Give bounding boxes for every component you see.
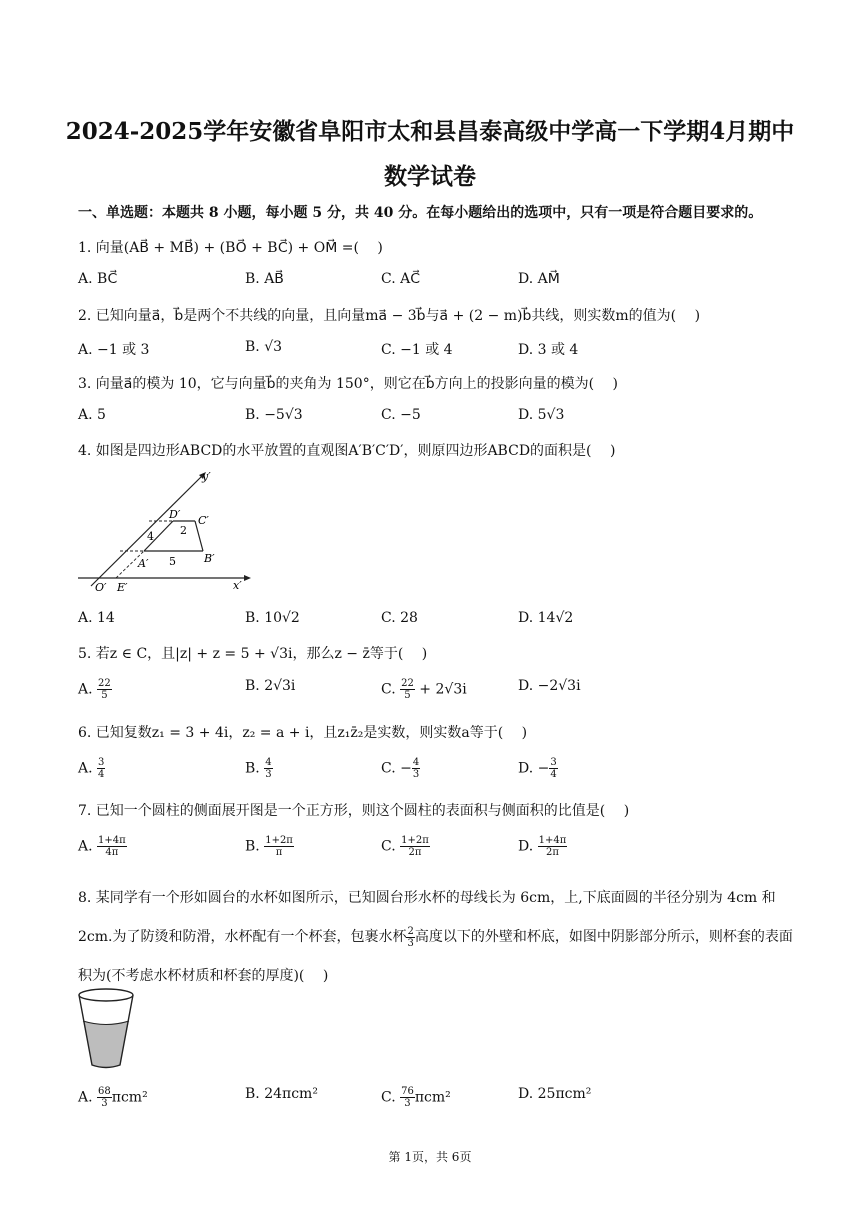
fraction: $\frac{4}{3}$: [265, 757, 272, 780]
fraction: $\frac{1+2\pi}{\pi}$: [265, 835, 293, 858]
question-4-options: [78, 610, 798, 630]
q1-option-b[interactable]: B. AB⃗: [245, 271, 284, 287]
fraction: $\frac{2}{3}$: [407, 925, 414, 949]
q2-option-b[interactable]: B. √3: [245, 339, 283, 355]
question-8-stem: 8. 某同学有一个形如圆台的水杯如图所示，已知圆台形水杯的母线长为 6cm，上,下底面圆的半径分别为 4cm 和 2cm.为了防烫和防滑，水杯配有一个杯套，包裹水杯 $\frac{2}{3}$ 高度以下的外壁和杯底，如图中阴影部分所示，则杯套的表面积为(不考虑水杯材质和杯套的厚度)( ): [78, 890, 793, 984]
q1-option-d[interactable]: D. AM⃗: [518, 271, 560, 287]
question-1-options: [78, 271, 798, 291]
question-7-options: [78, 835, 798, 859]
label-x: x′: [233, 579, 242, 592]
q7-option-b[interactable]: B. $\frac{1+2\pi}{\pi}$: [245, 835, 293, 858]
title-line-1: 2024-2025学年安徽省阜阳市太和县昌泰高级中学高一下学期4月期中: [65, 118, 795, 145]
label-y: y′: [202, 470, 211, 483]
q8-option-a[interactable]: A. $\frac{68}{3}$ πcm²: [78, 1086, 148, 1109]
fraction: $\frac{3}{4}$: [98, 757, 105, 780]
fraction: $\frac{4}{3}$: [412, 757, 420, 780]
q2-option-d[interactable]: D. 3 或 4: [518, 342, 579, 358]
q6-option-d[interactable]: D. − $\frac{3}{4}$: [518, 757, 557, 780]
q8-option-c[interactable]: C. $\frac{76}{3}$ πcm²: [381, 1086, 451, 1109]
length-ab: 5: [169, 555, 176, 568]
question-3-options: [78, 407, 798, 427]
length-dc: 2: [180, 524, 187, 537]
q7-option-a[interactable]: A. $\frac{1+4\pi}{4\pi}$: [78, 835, 126, 858]
q3-option-d[interactable]: D. 5√3: [518, 407, 565, 423]
question-5-options: [78, 678, 798, 702]
q4-option-d[interactable]: D. 14√2: [518, 610, 574, 626]
question-6-stem: 6. 已知复数z₁ = 3 + 4i，z₂ = a + i，且z₁z̄₂是实数，则实数a等于( ): [78, 725, 528, 741]
q5-option-a[interactable]: A. $\frac{22}{5}$: [78, 678, 111, 701]
question-8-options: [78, 1086, 798, 1110]
question-3-stem: 3. 向量a⃗的模为 10，它与向量b⃗的夹角为 150°，则它在b⃗方向上的投影向量的模为( ): [78, 376, 618, 392]
q3-option-a[interactable]: A. 5: [78, 407, 106, 423]
q6-option-b[interactable]: B. $\frac{4}{3}$: [245, 757, 272, 780]
page-footer: 第 1页，共 6页: [388, 1150, 472, 1164]
q5-option-b[interactable]: B. 2√3i: [245, 678, 296, 694]
question-1-stem: 1. 向量(AB⃗ + MB⃗) + (BO⃗ + BC⃗) + OM⃗ =( ): [78, 240, 383, 256]
fraction: $\frac{3}{4}$: [550, 757, 557, 780]
q8-option-b[interactable]: B. 24πcm²: [245, 1086, 318, 1102]
q4-option-a[interactable]: A. 14: [78, 610, 115, 626]
figure-8-cup: [76, 983, 136, 1071]
fraction: $\frac{22}{5}$: [98, 678, 111, 701]
label-c: C′: [198, 514, 209, 527]
q5-option-d[interactable]: D. −2√3i: [518, 678, 581, 694]
q5-option-c[interactable]: C. $\frac{22}{5}$ + 2√3i: [381, 678, 467, 701]
q7-option-c[interactable]: C. $\frac{1+2\pi}{2\pi}$: [381, 835, 429, 858]
q6-option-c[interactable]: C. − $\frac{4}{3}$: [381, 757, 420, 780]
q6-option-a[interactable]: A. $\frac{3}{4}$: [78, 757, 105, 780]
q7-option-d[interactable]: D. $\frac{1+4\pi}{2\pi}$: [518, 835, 567, 858]
label-d: D′: [169, 508, 181, 521]
q3-option-c[interactable]: C. −5: [381, 407, 421, 423]
question-5-stem: 5. 若z ∈ C，且|z| + z = 5 + √3i，那么z − z̄等于( ): [78, 646, 428, 662]
fraction: $\frac{22}{5}$: [401, 678, 414, 701]
question-6-options: [78, 757, 798, 781]
question-7-stem: 7. 已知一个圆柱的侧面展开图是一个正方形，则这个圆柱的表面积与侧面积的比值是( ): [78, 803, 630, 819]
q4-option-c[interactable]: C. 28: [381, 610, 418, 626]
fraction: $\frac{76}{3}$: [401, 1086, 414, 1109]
q8-option-d[interactable]: D. 25πcm²: [518, 1086, 592, 1102]
title-line-2: 数学试卷: [384, 163, 476, 190]
label-a: A′: [138, 557, 149, 570]
q4-option-b[interactable]: B. 10√2: [245, 610, 300, 626]
question-2-options: [78, 339, 798, 359]
q2-option-c[interactable]: C. −1 或 4: [381, 342, 453, 358]
question-4-stem: 4. 如图是四边形ABCD的水平放置的直观图A′B′C′D′，则原四边形ABCD的面积是( ): [78, 443, 616, 459]
label-b: B′: [204, 552, 215, 565]
figure-4-oblique-drawing: [76, 466, 256, 596]
q1-option-a[interactable]: A. BC⃗: [78, 271, 118, 287]
q3-option-b[interactable]: B. −5√3: [245, 407, 303, 423]
length-ad: 4: [147, 530, 154, 543]
section-heading: 一、单选题：本题共 8 小题，每小题 5 分，共 40 分。在每小题给出的选项中，只有一项是符合题目要求的。: [78, 205, 763, 221]
q1-option-c[interactable]: C. AC⃗: [381, 271, 420, 287]
question-2-stem: 2. 已知向量a⃗，b⃗是两个不共线的向量，且向量ma⃗ − 3b⃗与a⃗ + (2 − m)b⃗共线，则实数m的值为( ): [78, 308, 701, 324]
fraction: $\frac{1+4\pi}{4\pi}$: [98, 835, 126, 858]
label-e: E′: [117, 581, 128, 594]
fraction: $\frac{68}{3}$: [98, 1086, 111, 1109]
q2-option-a[interactable]: A. −1 或 3: [78, 342, 150, 358]
fraction: $\frac{1+2\pi}{2\pi}$: [401, 835, 429, 858]
fraction: $\frac{1+4\pi}{2\pi}$: [538, 835, 567, 858]
label-o: O′: [95, 581, 107, 594]
